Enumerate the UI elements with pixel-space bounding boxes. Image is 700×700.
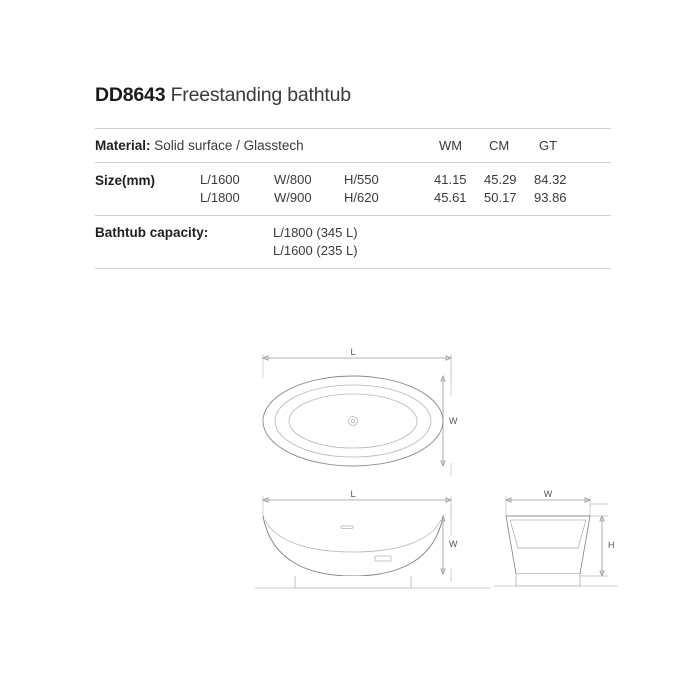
front-view-length-label: L xyxy=(350,490,356,499)
size-length: L/1800 xyxy=(200,190,240,205)
front-view-height-label: W xyxy=(449,539,458,549)
page-title xyxy=(95,84,351,107)
capacity-values xyxy=(273,225,358,258)
size-cm: 45.29 xyxy=(484,172,517,187)
material-label: Material: Solid surface / Glasstech xyxy=(95,138,304,153)
size-wm: 45.61 xyxy=(434,190,467,205)
product-code: DD8643 xyxy=(95,84,166,106)
size-height: H/620 xyxy=(344,190,379,205)
capacity-value: L/1800 (345 L) xyxy=(273,225,358,240)
size-values xyxy=(200,172,584,205)
measurement-column-headers xyxy=(439,138,589,153)
spec-table xyxy=(95,128,611,269)
size-length: L/1600 xyxy=(200,172,240,187)
side-view-height-label: H xyxy=(608,540,615,550)
side-view-drawing xyxy=(490,490,650,610)
capacity-value: L/1600 (235 L) xyxy=(273,243,358,258)
column-header-cm: CM xyxy=(489,138,510,153)
table-row-capacity xyxy=(95,215,611,269)
table-row xyxy=(200,190,584,205)
technical-drawings xyxy=(0,330,700,660)
table-row-material xyxy=(95,128,611,162)
top-view-width-label: W xyxy=(449,416,458,426)
side-view-width-label: W xyxy=(543,490,553,499)
top-view-length-label: L xyxy=(350,348,356,357)
table-row xyxy=(200,172,584,187)
table-row-size xyxy=(95,162,611,215)
size-gt: 84.32 xyxy=(534,172,567,187)
size-cm: 50.17 xyxy=(484,190,517,205)
column-header-gt: GT xyxy=(539,138,558,153)
front-view-drawing xyxy=(255,490,515,610)
material-value: Solid surface / Glasstech xyxy=(154,138,304,153)
size-wm: 41.15 xyxy=(434,172,467,187)
size-label: Size(mm) xyxy=(95,173,156,188)
capacity-label: Bathtub capacity: xyxy=(95,225,209,240)
size-width: W/800 xyxy=(274,172,312,187)
product-name: Freestanding bathtub xyxy=(165,84,351,106)
size-height: H/550 xyxy=(344,172,379,187)
column-header-wm: WM xyxy=(439,138,463,153)
size-width: W/900 xyxy=(274,190,312,205)
top-view-drawing xyxy=(255,348,515,493)
size-gt: 93.86 xyxy=(534,190,567,205)
